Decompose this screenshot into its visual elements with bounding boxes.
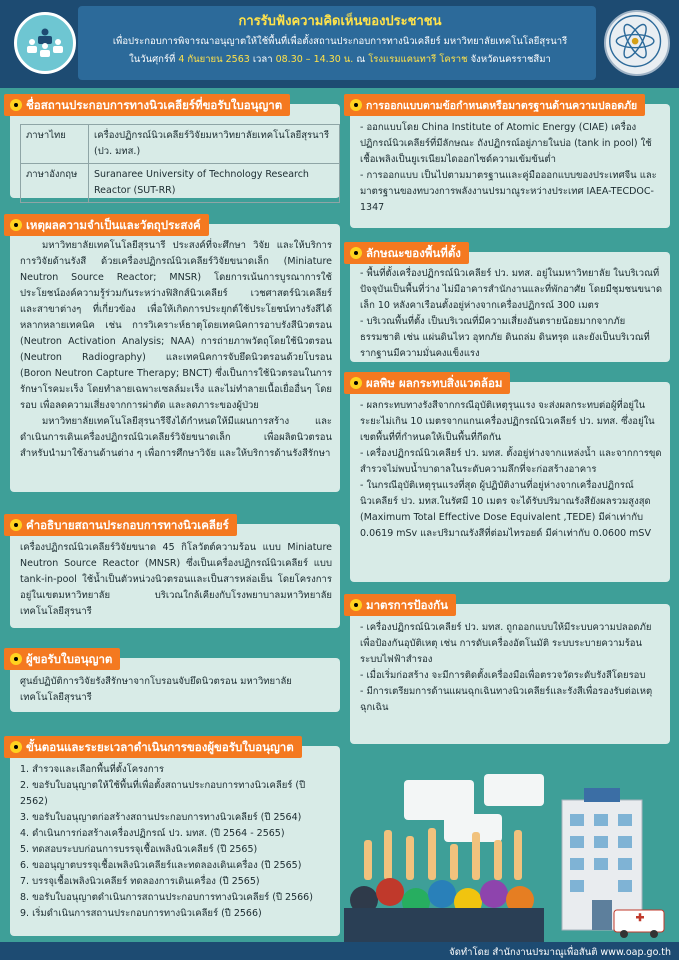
description-body [20,540,332,620]
list-item: 3. ขอรับใบอนุญาตก่อสร้างสถานประกอบการทางนิวเคลียร์ (ปี 2564) [20,812,302,823]
section-title-applicant: ผู้ขอรับใบอนุญาต [4,648,120,670]
list-item: 4. ดำเนินการก่อสร้างเครื่องปฏิกรณ์ ปว. มทส. (ปี 2564 - 2565) [20,828,285,839]
card-prevention [350,598,670,744]
steps-list [20,762,332,922]
crowd-hospital-illustration [344,770,679,942]
applicant-body [20,674,332,706]
rationale-paragraph-2: มหาวิทยาลัยเทคโนโลยีสุรนารีจึงได้กำหนดให้มีแผนการสร้าง และดำเนินการเดินเครื่องปฏิกรณ์นิวเคลียร์วิจัยขนาดเล็ก เพื่อผลิตนิวตรอน สำหรับนำมาใช้งานด้านต่าง ๆ เพื่อการศึกษาวิจัย และให้บริการด้านรังสีรักษา [20,416,332,459]
list-item: - พื้นที่ตั้งเครื่องปฏิกรณ์นิวเคลียร์ ปว. มทส. อยู่ในมหาวิทยาลัย ในบริเวณที่ปัจจุบันเป็นพื้นที่ว่าง ไม่มีอาคารสำนักงานและที่พักอาศัย โดยมีชุมชนขนาดเล็ก 10 หลังคาเรือนตั้งอยู่ห่างจากเครื่องปฏิกรณ์ 300 เมตร [360,268,663,311]
event-date: 4 กันยายน 2563 [178,54,250,65]
table-row [21,125,340,164]
licensee-name-table [20,124,340,203]
section-title-site: ลักษณะของพื้นที่ตั้ง [344,242,469,264]
section-title-prevention: มาตรการป้องกัน [344,594,456,616]
section-title-description: คำอธิบายสถานประกอบการทางนิวเคลียร์ [4,514,237,536]
date-prefix: ในวันศุกร์ที่ [129,54,176,65]
header-banner [0,0,679,88]
card-applicant [10,652,340,712]
audience-logo-icon [14,12,76,74]
time-prefix: เวลา [252,54,273,65]
card-steps [10,740,340,936]
safety-design-body [360,120,662,216]
section-title-impact: ผลพิษ ผลกระทบสิ่งแวดล้อม [344,372,510,394]
list-item: - เมื่อเริ่มก่อสร้าง จะมีการติดตั้งเครื่องมือเพื่อตรวจวัดระดับรังสีโดยรอบ [360,670,646,681]
list-item: 2. ขอรับใบอนุญาตให้ใช้พื้นที่เพื่อตั้งสถานประกอบการทางนิวเคลียร์ (ปี 2562) [20,780,306,807]
section-title-licensee: ชื่อสถานประกอบการทางนิวเคลียร์ที่ขอรับใบอนุญาต [4,94,290,116]
site-body [360,266,662,362]
list-item: 9. เริ่มดำเนินการสถานประกอบการทางนิวเคลียร์ (ปี 2566) [20,908,262,919]
oap-atom-logo-icon [604,10,670,76]
lang-label: ภาษาไทย [21,125,89,164]
list-item: 8. ขอรับใบอนุญาตดำเนินการสถานประกอบการทางนิวเคลียร์ (ปี 2566) [20,892,313,903]
list-item: - เครื่องปฏิกรณ์นิวเคลียร์ ปว. มทส. ถูกออกแบบให้มีระบบความปลอดภัยเพื่อป้องกันอุบัติเหตุ เช่น การดับเครื่องอัตโนมัติ ระบบระบายความร้อน ระบบไฟฟ้าสำรอง [360,622,652,665]
radiation-icon [350,599,362,611]
event-details [90,52,590,67]
description-text: เครื่องปฏิกรณ์นิวเคลียร์วิจัยขนาด 45 กิโลวัตต์ความร้อน แบบ Miniature Neutron Source Reactor (MNSR) ซึ่งเป็นเครื่องปฏิกรณ์นิวเคลียร์ แบบ tank-in-pool ใช้น้ำเป็นตัวหน่วงนิวตรอนและเป็นสารหล่อเย็น โดยโครงการอยู่ในเขตมหาวิทยาลัย บริเวณใกล้เคียงกับโรงพยาบาลมหาวิทยาลัยเทคโนโลยีสุรนารี [20,542,332,617]
name-value: Suranaree University of Technology Research Reactor (SUT-RR) [89,164,340,203]
rationale-body [20,238,332,462]
page-subtitle: เพื่อประกอบการพิจารณาอนุญาตให้ใช้พื้นที่เพื่อตั้งสถานประกอบการทางนิวเคลียร์ มหาวิทยาลัยเทคโนโลยีสุรนารี [112,36,568,47]
list-item: 5. ทดสอบระบบก่อนการบรรจุเชื้อเพลิงนิวเคลียร์ (ปี 2565) [20,844,258,855]
radiation-icon [10,519,22,531]
list-item: - บริเวณพื้นที่ตั้ง เป็นบริเวณที่มีความเสี่ยงอันตรายน้อยมากจากภัยธรรมชาติ เช่น แผ่นดินไหว อุทกภัย ดินถล่ม ดินทรุด และยังเป็นบริเวณที่รากฐานมีความมั่นคงแข็งแรง [360,316,650,359]
radiation-icon [10,741,22,753]
radiation-icon [10,99,22,111]
footer-bar [0,942,679,960]
list-item: 6. ขออนุญาตบรรจุเชื้อเพลิงนิวเคลียร์และทดลองเดินเครื่อง (ปี 2565) [20,860,302,871]
card-site [350,246,670,362]
card-licensee-name [10,98,340,198]
list-item: - ออกแบบโดย China Institute of Atomic Energy (CIAE) เครื่องปฏิกรณ์นิวเคลียร์ที่มีลักษณะ ถังปฏิกรณ์อยู่ภายในบ่อ (tank in pool) ใช้เชื้อเพลิงเป็นยูเรเนียมไดออกไซด์ความเข้มข้นต่ำ [360,122,652,165]
list-item: - ในกรณีอุบัติเหตุรุนแรงที่สุด ผู้ปฏิบัติงานที่อยู่ห่างจากเครื่องปฏิกรณ์นิวเคลียร์ ปว. มทส.ในรัศมี 10 เมตร จะได้รับปริมาณรังสียังผลรวมสูงสุด (Maximum Total Effective Dose Equivalent ,TEDE) มีค่าเท่ากับ 0.0619 mSv และปริมาณรังสีที่ต่อมไทรอยด์ มีค่าเท่ากับ 0.0600 mSV [360,480,651,539]
section-title-steps: ขั้นตอนและระยะเวลาดำเนินการของผู้ขอรับใบอนุญาต [4,736,302,758]
prevention-body [360,620,662,716]
list-item: 1. สำรวจและเลือกพื้นที่ตั้งโครงการ [20,764,165,775]
radiation-icon [350,99,362,111]
footer-credit: จัดทำโดย สำนักงานปรมาณูเพื่อสันติ www.oap.go.th [449,947,671,958]
radiation-icon [350,247,362,259]
radiation-icon [350,377,362,389]
list-item: - ผลกระทบทางรังสีจากกรณีอุบัติเหตุรุนแรง จะส่งผลกระทบต่อผู้ที่อยู่ในระยะไม่เกิน 10 เมตรจากแกนเครื่องปฏิกรณ์นิวเคลียร์ ปว. มทส. ซึ่งอยู่ในเขตพื้นที่ที่กำหนดให้เป็นพื้นที่กีดกัน [360,400,655,443]
event-time: 08.30 – 14.30 น. [275,54,354,65]
section-title-safety-design: การออกแบบตามข้อกำหนดหรือมาตรฐานด้านความปลอดภัย [344,94,645,116]
place-prefix: ณ [356,54,366,65]
card-rationale [10,218,340,492]
rationale-paragraph-1: มหาวิทยาลัยเทคโนโลยีสุรนารี ประสงค์ที่จะศึกษา วิจัย และให้บริการการวิจัยด้านรังสี ด้วยเครื่องปฏิกรณ์นิวเคลียร์วิจัยขนาดเล็ก (Miniature Neutron Source Reactor; MNSR) โดยการเน้นการบูรณาการใช้ประโยชน์องค์ความรู้ร่วมกันระหว่างฟิสิกส์นิวเคลียร์ เวชศาสตร์นิวเคลียร์ และสาขาต่างๆ ที่เกี่ยวข้อง เพื่อให้เกิดการประยุกต์ใช้ประโยชน์ทางรังสีได้หลากหลายเทคนิค เช่น การวิเคราะห์ธาตุโดยเทคนิคการอาบรังสีนิวตรอน (Neutron Activation Analysis; NAA) การถ่ายภาพวัตถุโดยใช้นิวตรอน (Neutron Radiography) และเทคนิคการจับยึดนิวตรอนด้วยโบรอน (Boron Neutron Capture Therapy; BNCT) ซึ่งเป็นการใช้นิวตรอนในการรักษาโรคมะเร็ง โดยทำลายเฉพาะเซลล์มะเร็ง และไม่ทำลายเนื้อเยื่ออื่นๆ โดยรอบ เพื่อลดความเสี่ยงจากการผ่าตัด และลดภาระของผู้ป่วย [20,240,332,411]
page-title: การรับฟังความคิดเห็นของประชาชน [238,14,442,29]
list-item: - การออกแบบ เป็นไปตามมาตรฐานและคู่มือออกแบบของประเทศจีน และมาตรฐานของทบวงการพลังงานปรมาณูระหว่างประเทศ IAEA-TECDOC-1347 [360,170,657,213]
applicant-text: ศูนย์ปฏิบัติการวิจัยรังสีรักษาจากโบรอนจับยึดนิวตรอน มหาวิทยาลัยเทคโนโลยีสุรนารี [20,676,292,703]
list-item: - มีการเตรียมการด้านแผนฉุกเฉินทางนิวเคลียร์และรังสีเพื่อรองรับต่อเหตุฉุกเฉิน [360,686,653,713]
radiation-icon [10,653,22,665]
impact-body [360,398,662,542]
name-value: เครื่องปฏิกรณ์นิวเคลียร์วิจัยมหาวิทยาลัยเทคโนโลยีสุรนารี (ปว. มทส.) [89,125,340,164]
event-province: จังหวัดนครราชสีมา [470,54,551,65]
card-impact [350,376,670,582]
table-row [21,164,340,203]
list-item: - เครื่องปฏิกรณ์นิวเคลียร์ ปว. มทส. ตั้งอยู่ห่างจากแหล่งน้ำ และจากการขุดสำรวจไม่พบน้ำบาดาลในระดับความลึกที่จะก่อสร้างอาคาร [360,448,662,475]
card-description [10,518,340,628]
list-item: 7. บรรจุเชื้อเพลิงนิวเคลียร์ ทดลองการเดินเครื่อง (ปี 2565) [20,876,260,887]
event-place: โรงแรมแคนทารี โคราช [368,54,468,65]
section-title-rationale: เหตุผลความจำเป็นและวัตถุประสงค์ [4,214,209,236]
radiation-icon [10,219,22,231]
lang-label: ภาษาอังกฤษ [21,164,89,203]
card-safety-design [350,100,670,228]
